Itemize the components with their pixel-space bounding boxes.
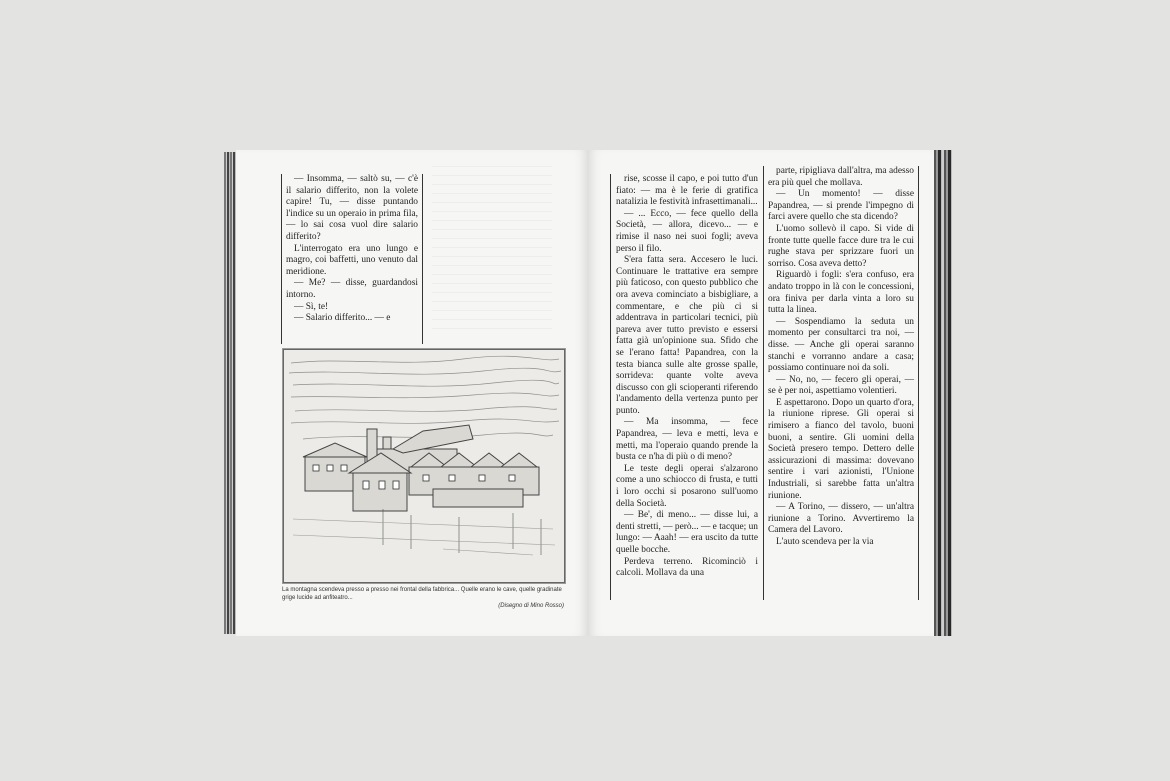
paragraph: — Be', di meno... — disse lui, a denti stretti, — però... — e tacque; un lungo: — Aaah! — era uscito da tutte quelle bocche.	[616, 510, 758, 555]
paragraph: — A Torino, — dissero, — un'altra riunione a Torino. Avvertiremo la Camera del Lavoro.	[768, 502, 914, 536]
right-text-column-2	[763, 166, 919, 600]
show-through-text	[432, 166, 552, 336]
right-page	[588, 150, 934, 636]
factory-illustration	[282, 348, 566, 584]
paragraph: — Sospendiamo la seduta un momento per consultarci tra noi, — disse. — Anche gli operai saranno stanchi e vorranno andare a casa; possiamo continuare noi da soli.	[768, 316, 914, 374]
caption-credit: (Disegno di Mino Rosso)	[498, 603, 564, 609]
right-text-column-1	[610, 174, 762, 600]
paragraph: — No, no, — fecero gli operai, — se è per noi, aspettiamo volentieri.	[768, 374, 914, 397]
paragraph: — Me? — disse, guardandosi intorno.	[286, 278, 418, 300]
paragraph: E aspettarono. Dopo un quarto d'ora, la riunione riprese. Gli operai si rimisero a fianco del tavolo, buoni buoni, a sentire. Gli uomini della Società presero tempo. Dettero delle assicurazioni di massima: dovevano sentire i vari azionisti, l'Unione Industriali, si sarebbe fatta un'altra riunione.	[768, 397, 914, 501]
paragraph: rise, scosse il capo, e poi tutto d'un fiato: — ma è le ferie di gratifica natalizia le festività infrasettimanali...	[616, 174, 758, 208]
open-book	[224, 150, 952, 636]
paragraph: L'uomo sollevò il capo. Si vide di fronte tutte quelle facce dure tra le cui rughe stava per sprizzare fuori un sorriso. Cosa aveva detto?	[768, 223, 914, 269]
paragraph: — ... Ecco, — fece quello della Società, — allora, dicevo... — e rimise il naso nei suoi fogli; aveva perso il filo.	[616, 208, 758, 254]
paragraph: L'interrogato era uno lungo e magro, coi baffetti, uno venuto dal meridione.	[286, 243, 418, 277]
paragraph: parte, ripigliava dall'altra, ma adesso era più quel che mollava.	[768, 166, 914, 188]
paragraph: Le teste degli operai s'alzarono come a uno schiocco di frusta, e tutti i loro occhi si posarono sull'uomo della Società.	[616, 463, 758, 509]
paragraph: — Salario differito... — e	[294, 313, 391, 324]
paragraph: — Insomma, — saltò su, — c'è il salario differito, non la volete capire! Tu, — disse puntando l'indice su un operaio in prima fila, — lo sai cosa vuol dire salario differito?	[286, 174, 418, 242]
paragraph: S'era fatta sera. Accesero le luci. Continuare le trattative era sempre più faticoso, con questo pubblico che ora aveva cominciato a bisbigliare, a commentare, e che più ci si addentrava in particolari tecnici, più pareva aver tutto previsto e essersi fatta già un'opinione sua. Sfido che se l'erano fatta! Papandrea, con la testa bianca sulle alte grosse spalle, sorrideva: quante volte aveva discusso con gli scioperanti riferendo l'andamento della vertenza punto per punto.	[616, 255, 758, 416]
paragraph: — Sì, te!	[294, 301, 329, 312]
paragraph: Perdeva terreno. Ricominciò i calcoli. Mollava da una	[616, 556, 758, 579]
paragraph: L'auto scendeva per la via	[776, 537, 874, 547]
right-page-edges	[932, 150, 952, 636]
paragraph: — Un momento! — disse Papandrea, — si prende l'impegno di farci avere quello che sta dicendo?	[768, 189, 914, 223]
left-text-column	[281, 174, 423, 344]
paragraph: Riguardò i fogli: s'era confuso, era andato troppo in là con le concessioni, ora finiva per darla vinta a loro su tutta la linea.	[768, 270, 914, 316]
paragraph: — Ma insomma, — fece Papandrea, — leva e metti, leva e metti, ma l'operaio quando prende la busta ce n'ha di più o di meno?	[616, 417, 758, 463]
caption-text: La montagna scendeva presso a presso nei frontal della fabbrica... Quelle erano le cave, quelle gradinate grige lucide ad anfiteatro...	[282, 587, 562, 601]
illustration-caption	[282, 586, 564, 610]
left-page	[236, 150, 588, 636]
